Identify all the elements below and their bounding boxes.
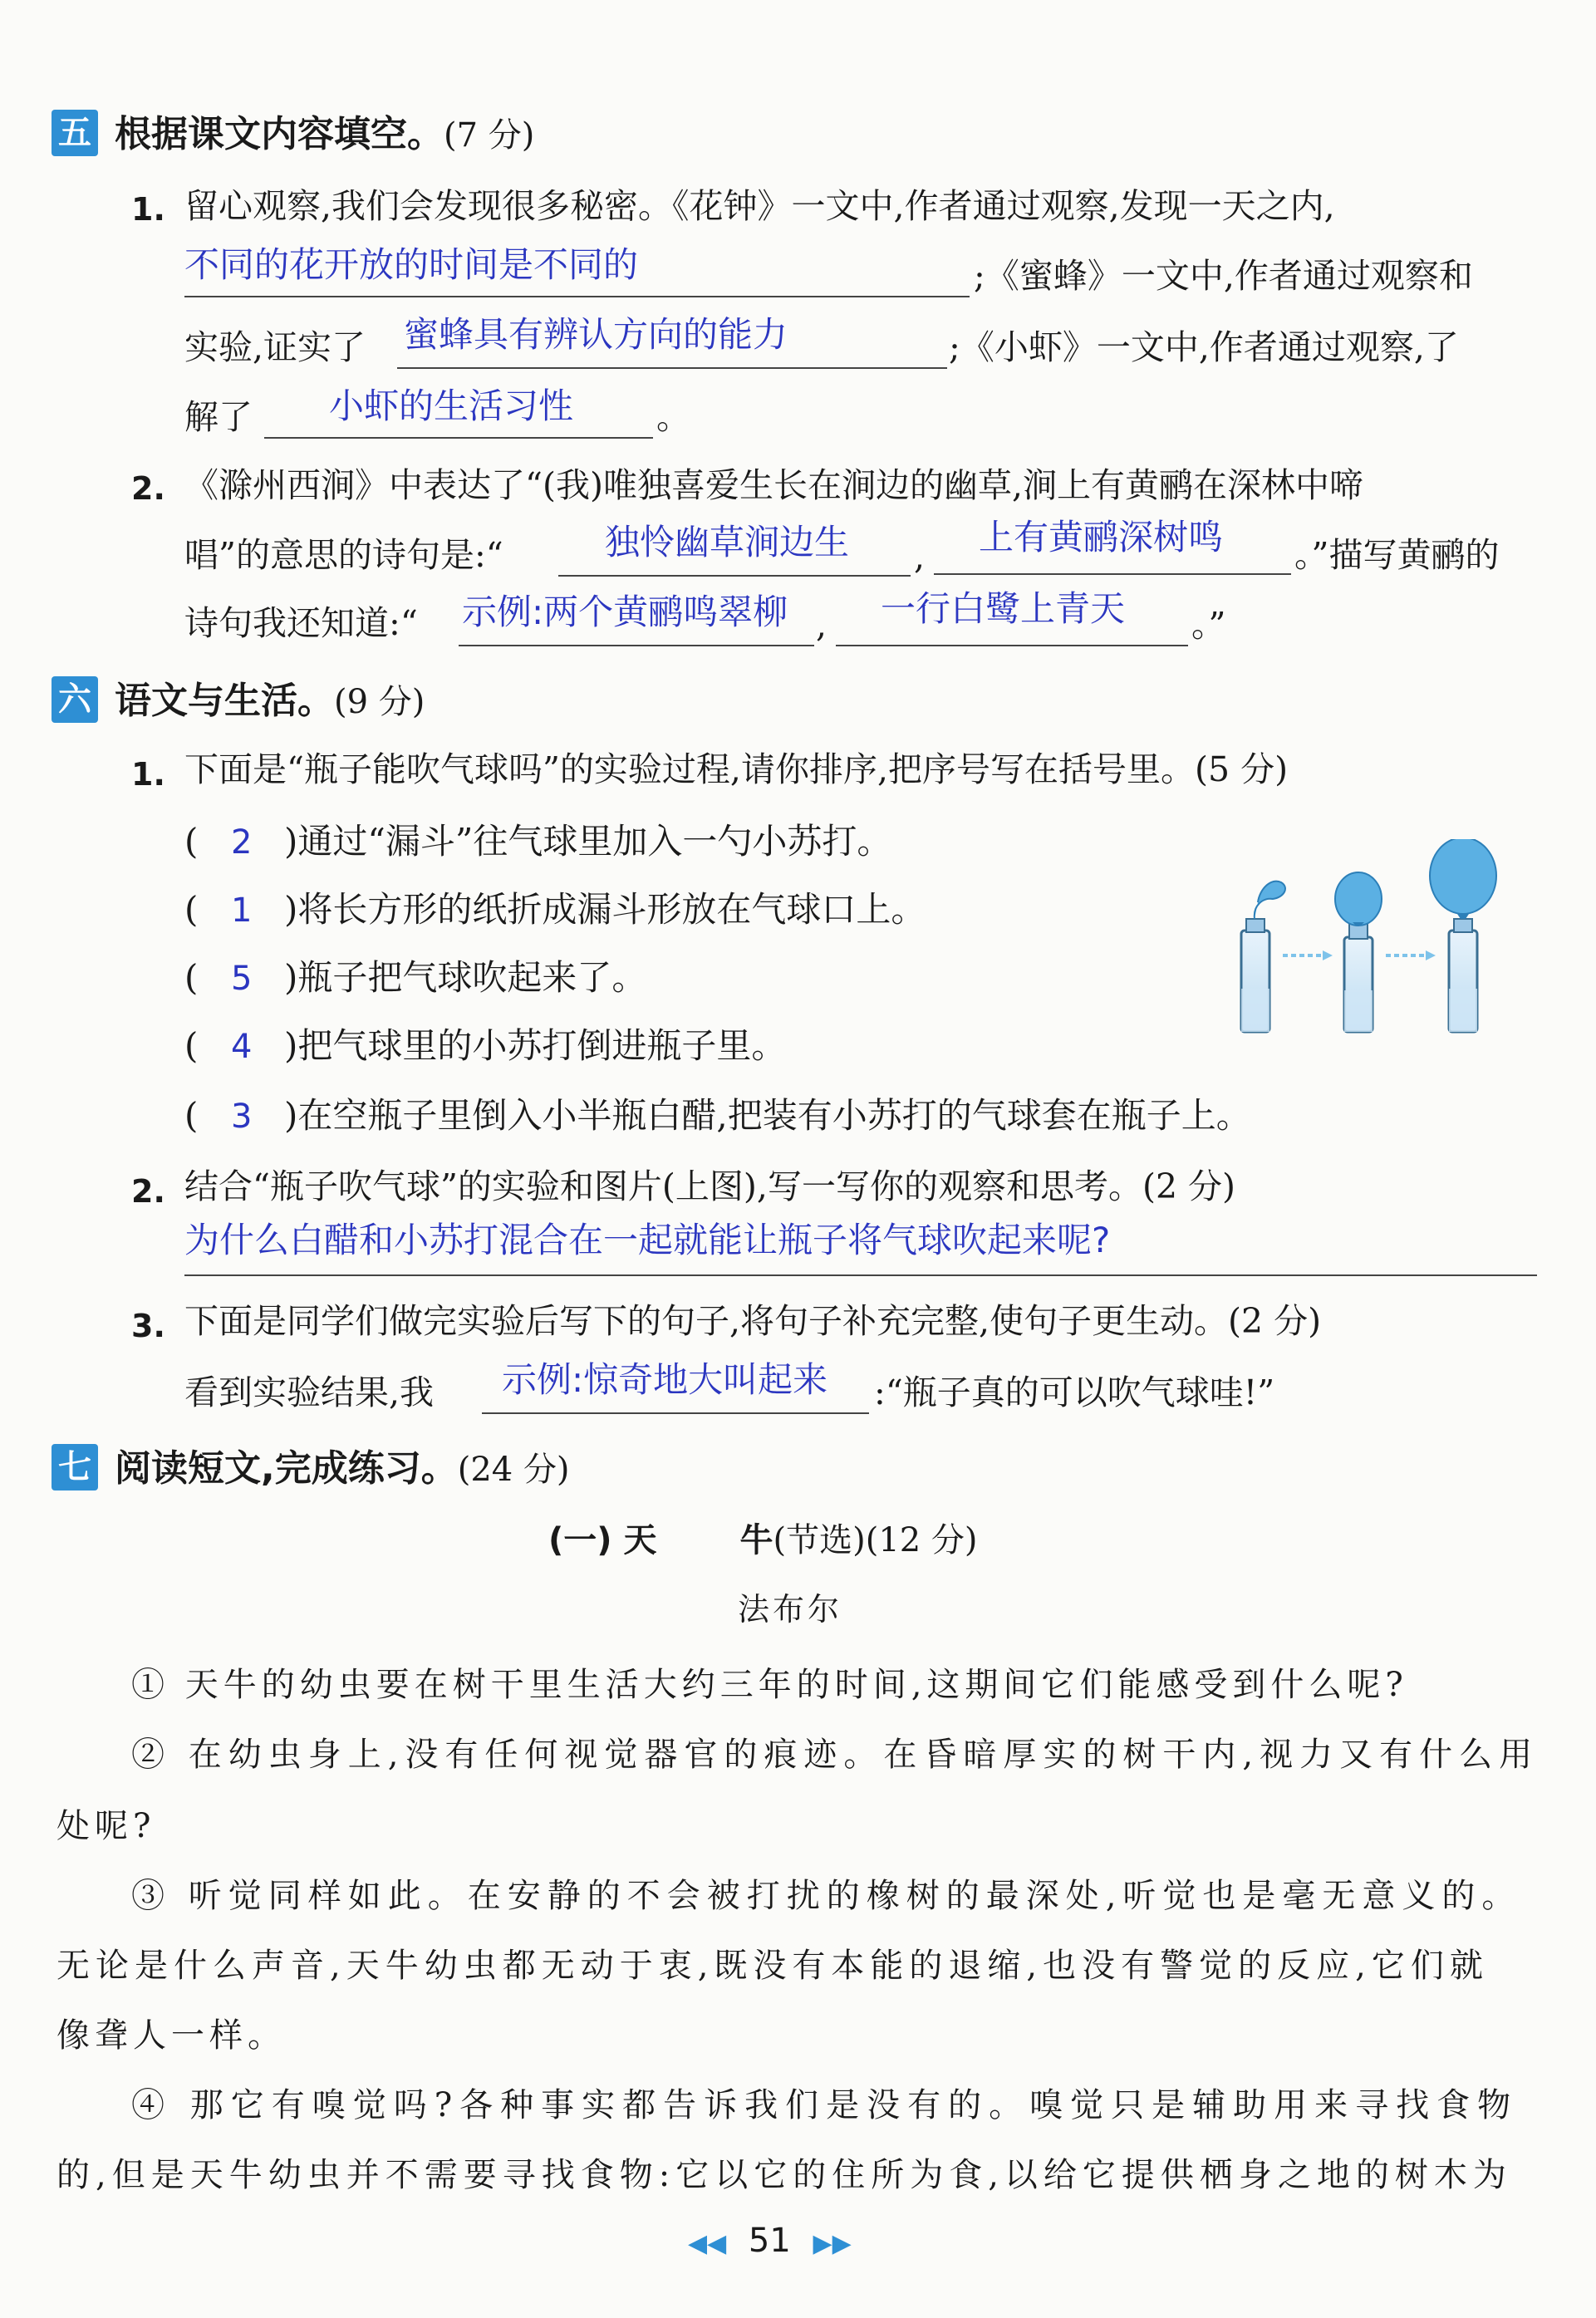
q6-2-answer: 为什么白醋和小苏打混合在一起就能让瓶子将气球吹起来呢? — [184, 1220, 1111, 1260]
q5-2-line2-head: 唱”的意思的诗句是:“ — [184, 535, 503, 575]
q6-3-line2-head: 看到实验结果,我 — [184, 1373, 435, 1412]
item-paren: ( — [184, 1095, 199, 1136]
q5-1-line3-tail: ;《小虾》一文中,作者通过观察,了 — [949, 327, 1459, 367]
section-5-score: (7 分) — [444, 116, 535, 155]
passage-author: 法布尔 — [738, 1591, 843, 1628]
bottle-2 — [1335, 872, 1382, 1032]
q5-1-line4-head: 解了 — [184, 397, 253, 437]
q5-2-line3-head: 诗句我还知道:“ — [184, 603, 418, 643]
passage-title-note: (节选)(12 分) — [773, 1521, 978, 1559]
q5-2-number: 2. — [131, 470, 165, 507]
section-7-title-text: 阅读短文,完成练习。 — [115, 1447, 458, 1490]
passage-title — [548, 1521, 978, 1559]
q5-1-blank3 — [264, 437, 653, 439]
q6-1-number: 1. — [131, 756, 165, 793]
q5-2-line1: 《滁州西涧》中表达了“(我)唯独喜爱生长在涧边的幽草,涧上有黄鹂在深林中啼 — [184, 465, 1363, 505]
q5-2-line2-tail: 。”描写黄鹂的 — [1294, 535, 1500, 575]
item-text: )将长方形的纸折成漏斗形放在气球口上。 — [284, 889, 926, 930]
q6-2-text: 结合“瓶子吹气球”的实验和图片(上图),写一写你的观察和思考。(2 分) — [184, 1166, 1236, 1206]
page-footer — [688, 2222, 852, 2260]
q5-2-answer4: 一行白鹭上青天 — [881, 588, 1126, 629]
q6-3-number: 3. — [131, 1308, 165, 1344]
section-7-title — [115, 1447, 570, 1490]
q5-1-answer3: 小虾的生活习性 — [329, 386, 574, 426]
passage-paragraph: ① 天牛的幼虫要在树干里生活大约三年的时间,这期间它们能感受到什么呢? — [131, 1666, 1408, 1704]
q5-2-comma: , — [914, 537, 926, 577]
passage-title-num: (一) 天 — [548, 1521, 657, 1559]
section-7-score: (24 分) — [457, 1451, 570, 1489]
q6-3-blank — [482, 1412, 869, 1414]
page-number: 51 — [748, 2222, 791, 2260]
q6-3-line2-tail: :“瓶子真的可以吹气球哇!” — [874, 1373, 1275, 1412]
q5-1-blank2 — [397, 367, 947, 369]
item-order-answer: 1 — [231, 891, 253, 930]
item-paren: ( — [184, 957, 199, 998]
passage-paragraph: 处呢? — [56, 1807, 156, 1845]
arrow-icon — [1283, 950, 1333, 960]
q6-3-text: 下面是同学们做完实验后写下的句子,将句子补充完整,使句子更生动。(2 分) — [184, 1301, 1322, 1341]
item-text: )在空瓶子里倒入小半瓶白醋,把装有小苏打的气球套在瓶子上。 — [284, 1095, 1251, 1136]
q5-1-answer2: 蜜蜂具有辨认方向的能力 — [404, 314, 788, 355]
passage-paragraph: 像聋人一样。 — [56, 2016, 286, 2055]
passage-paragraph: ④ 那它有嗅觉吗?各种事实都告诉我们是没有的。嗅觉只是辅助用来寻找食物 — [131, 2086, 1519, 2124]
section-5-title — [115, 113, 535, 155]
q5-2-blank3 — [459, 645, 814, 646]
q5-2-line3-tail: 。” — [1191, 605, 1226, 645]
balloon-bottle-illustration — [1230, 839, 1545, 1039]
passage-paragraph: 的,但是天牛幼虫并不需要寻找食物:它以它的住所为食,以给它提供栖身之地的树木为 — [56, 2156, 1512, 2194]
item-text: )通过“漏斗”往气球里加入一勺小苏打。 — [284, 821, 892, 862]
passage-title-word: 牛 — [739, 1521, 773, 1559]
prev-arrows-icon: ◀◀ — [688, 2229, 727, 2258]
section-5-badge: 五 — [52, 110, 98, 156]
section-6-badge: 六 — [52, 676, 98, 723]
q5-2-blank2 — [934, 573, 1291, 575]
q5-2-blank4 — [836, 645, 1188, 646]
q5-1-line1: 留心观察,我们会发现很多秘密。《花钟》一文中,作者通过观察,发现一天之内, — [184, 186, 1335, 226]
q6-1-text: 下面是“瓶子能吹气球吗”的实验过程,请你排序,把序号写在括号里。(5 分) — [184, 749, 1289, 789]
passage-paragraph: ② 在幼虫身上,没有任何视觉器官的痕迹。在昏暗厚实的树干内,视力又有什么用 — [131, 1736, 1540, 1774]
section-7-badge: 七 — [52, 1444, 98, 1490]
q5-2-answer3: 示例:两个黄鹂鸣翠柳 — [462, 592, 788, 632]
q5-2-answer1: 独怜幽草涧边生 — [605, 522, 850, 562]
item-order-answer: 2 — [231, 823, 253, 862]
section-6-title-text: 语文与生活。 — [115, 680, 334, 722]
item-text: )把气球里的小苏打倒进瓶子里。 — [284, 1025, 787, 1066]
item-paren: ( — [184, 889, 199, 930]
passage-paragraph: 无论是什么声音,天牛幼虫都无动于衷,既没有本能的退缩,也没有警觉的反应,它们就 — [56, 1947, 1489, 1985]
q5-2-answer2: 上有黄鹂深树鸣 — [979, 517, 1224, 557]
bottle-3 — [1430, 839, 1496, 1032]
section-5-title-text: 根据课文内容填空。 — [115, 113, 444, 155]
q5-1-line3-head: 实验,证实了 — [184, 327, 366, 367]
item-text: )瓶子把气球吹起来了。 — [284, 957, 647, 998]
item-paren: ( — [184, 1025, 199, 1066]
q5-1-number: 1. — [131, 191, 165, 228]
item-order-answer: 3 — [231, 1098, 253, 1136]
arrow-icon — [1386, 950, 1436, 960]
item-order-answer: 5 — [231, 960, 253, 998]
item-paren: ( — [184, 821, 199, 862]
item-order-answer: 4 — [231, 1028, 253, 1066]
next-arrows-icon: ▶▶ — [813, 2229, 852, 2258]
q6-2-blank — [184, 1274, 1537, 1276]
q5-1-answer1: 不同的花开放的时间是不同的 — [184, 244, 639, 285]
q5-1-line4-tail: 。 — [656, 397, 690, 437]
q6-2-number: 2. — [131, 1173, 165, 1210]
section-6-score: (9 分) — [334, 683, 425, 721]
q5-1-line2-tail: ;《蜜蜂》一文中,作者通过观察和 — [974, 256, 1473, 296]
q5-2-blank1 — [558, 575, 911, 577]
passage-paragraph: ③ 听觉同样如此。在安静的不会被打扰的橡树的最深处,听觉也是毫无意义的。 — [131, 1877, 1522, 1915]
q5-2-comma2: , — [816, 605, 827, 645]
q5-1-blank1 — [184, 296, 970, 297]
section-6-title — [115, 680, 425, 722]
q6-3-answer: 示例:惊奇地大叫起来 — [502, 1359, 828, 1400]
bottle-1 — [1241, 882, 1285, 1032]
